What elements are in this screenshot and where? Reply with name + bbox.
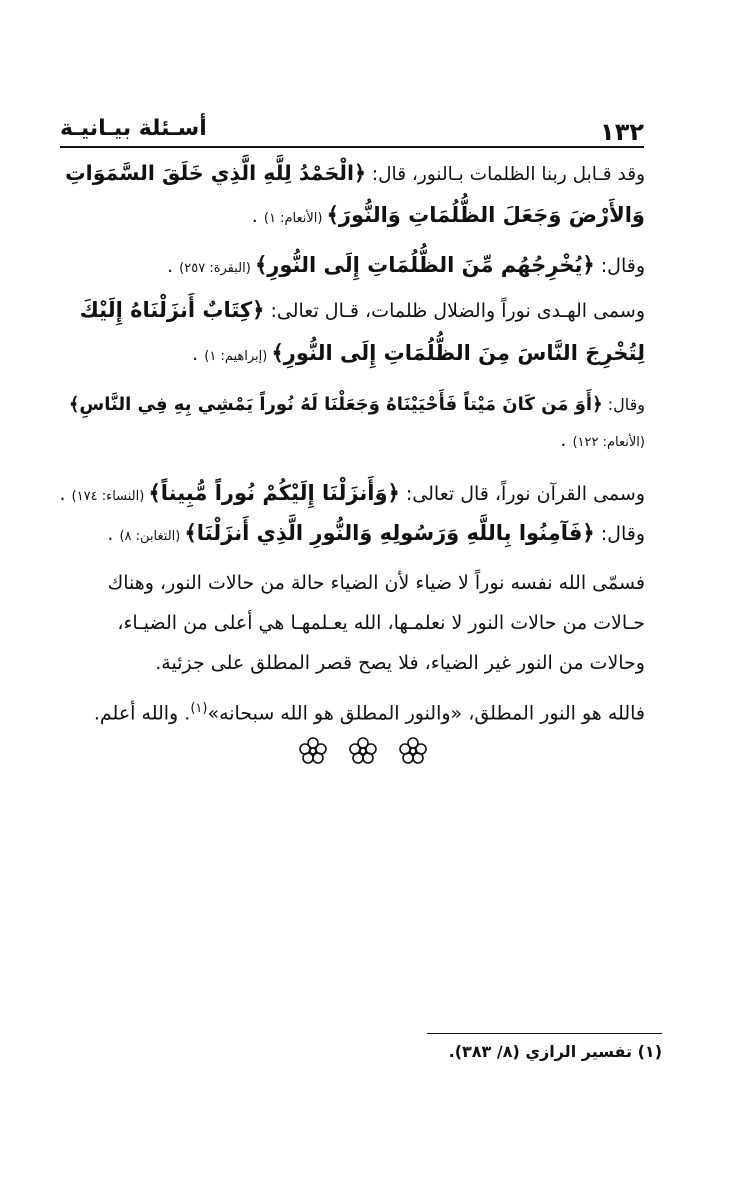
text-line <box>60 338 645 372</box>
line-punctuation: . <box>167 255 180 277</box>
verse-reference: (البقرة: ٢٥٧) <box>179 261 255 276</box>
quran-verse: وَالأَرْضَ وَجَعَلَ الظُّلُمَاتِ وَالنُّورَ﴾ <box>326 203 645 227</box>
text-line <box>60 200 645 234</box>
flower-ornament-icon <box>298 736 328 766</box>
page-number: ١٣٢ <box>600 118 644 146</box>
line-text: وقد قـابل ربنا الظلمات بـالنور، قال: <box>366 164 645 185</box>
quran-verse: ﴿يُخْرِجُهُم مِّنَ الظُّلُمَاتِ إِلَى النُّورِ﴾ <box>254 253 595 277</box>
flower-ornament-icon <box>398 736 428 766</box>
text-line <box>60 568 645 598</box>
quran-verse: ﴿كِتَابٌ أَنزَلْنَاهُ إِلَيْكَ <box>79 298 265 322</box>
text-line <box>60 250 645 284</box>
quran-verse: لِتُخْرِجَ النَّاسَ مِنَ الظُّلُمَاتِ إِلَى النُّورِ﴾ <box>271 341 645 365</box>
line-text: وسمى الهـدى نوراً والضلال ظلمات، قـال تعالى: <box>264 300 645 322</box>
line-punctuation: . <box>192 343 205 365</box>
line-text: وسمى القرآن نوراً، قال تعالى: <box>399 483 645 505</box>
footnote <box>449 1042 662 1061</box>
line-punctuation: . <box>251 205 264 227</box>
footnote-marker: (١) <box>637 1042 662 1061</box>
footnote-separator <box>427 1033 662 1034</box>
verse-reference: (التغابن: ٨) <box>119 529 185 544</box>
line-text: فسمّى الله نفسه نوراً لا ضياء لأن الضياء حالة من حالات النور، وهناك <box>107 572 645 594</box>
text-line <box>60 478 645 512</box>
verse-reference: (الأنعام: ١) <box>263 211 327 226</box>
footnote-text: تفسير الرازي (٨/ ٣٨٣). <box>448 1042 638 1061</box>
line-text: وحالات من النور غير الضياء، فلا يصح قصر المطلق على جزئية. <box>155 652 645 674</box>
text-line <box>60 158 645 190</box>
text-line <box>60 648 645 678</box>
text-line <box>60 608 645 638</box>
section-divider-ornaments <box>298 736 428 772</box>
text-line <box>60 694 645 728</box>
running-title: أسـئلة بيـانيـة <box>60 116 207 141</box>
quran-verse: ﴿فَآمِنُوا بِاللَّهِ وَرَسُولِهِ وَالنُّورِ الَّذِي أَنزَلْنَا﴾ <box>184 521 595 545</box>
footnote-reference: (١) <box>190 701 208 716</box>
quran-verse: ﴿أَوَ مَن كَانَ مَيْتاً فَأَحْيَيْنَاهُ وَجَعَلْنَا لَهُ نُوراً يَمْشِي بِهِ فِي النَّاسِ﴾ <box>68 394 603 415</box>
line-punctuation: . <box>107 523 120 545</box>
line-text: فالله هو النور المطلق، «والنور المطلق هو الله سبحانه» <box>207 702 645 725</box>
quran-verse: ﴿الْحَمْدُ لِلَّهِ الَّذِي خَلَقَ السَّمَوَاتِ <box>65 161 366 185</box>
line-punctuation: . <box>560 429 573 451</box>
text-line <box>60 390 645 420</box>
line-text: . والله أعلم. <box>93 702 191 725</box>
flower-ornament-icon <box>348 736 378 766</box>
text-line <box>60 425 645 458</box>
verse-reference: (النساء: ١٧٤) <box>71 489 149 504</box>
text-line <box>60 295 645 326</box>
line-text: وقال: <box>594 523 645 545</box>
verse-reference: (الأنعام: ١٢٢) <box>572 435 645 450</box>
text-line <box>60 518 645 552</box>
line-punctuation: . <box>59 483 72 505</box>
quran-verse: ﴿وَأَنزَلْنَا إِلَيْكُمْ نُوراً مُّبِيناً﴾ <box>148 481 400 505</box>
line-text: وقال: <box>602 395 645 414</box>
line-text: وقال: <box>594 255 645 277</box>
line-text: حـالات من حالات النور لا نعلمـها، الله يعـلمهـا هي أعلى من الضيـاء، <box>117 612 645 634</box>
verse-reference: (إبراهيم: ١) <box>204 349 272 364</box>
page-header <box>60 112 644 148</box>
